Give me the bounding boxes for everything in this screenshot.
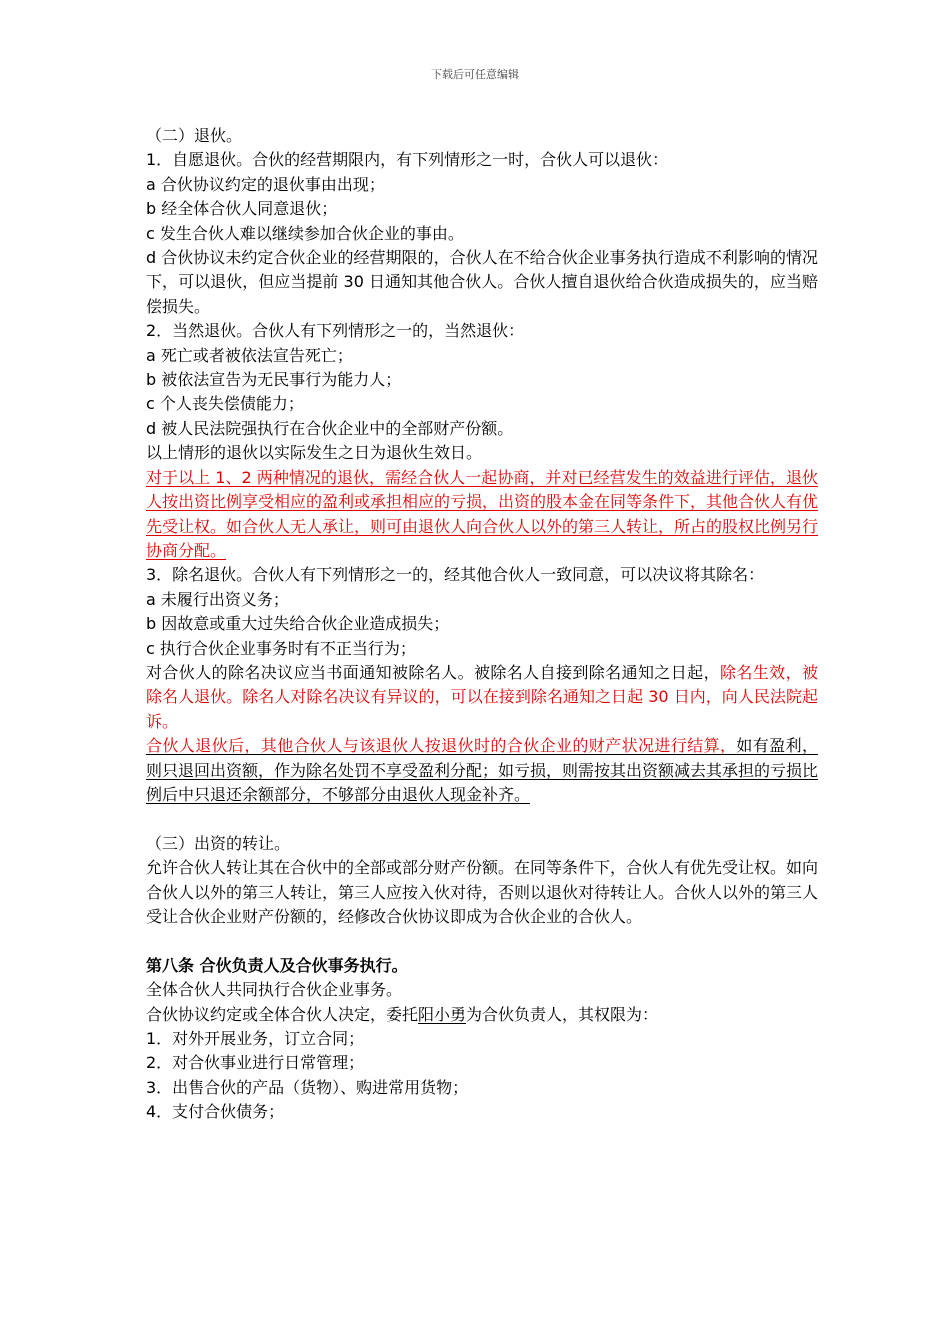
document-body xyxy=(146,124,818,1125)
expulsion-notice-paragraph xyxy=(146,661,818,734)
list-item: a 死亡或者被依法宣告死亡； xyxy=(146,345,353,365)
list-item: a 合伙协议约定的退伙事由出现； xyxy=(146,174,385,194)
article-8-line-2 xyxy=(146,1003,818,1027)
list-item: 1．对外开展业务，订立合同； xyxy=(146,1029,365,1048)
expulsion-notice-red-text: 除名生效，被除名人退伙。除名人对除名决议有异议的，可以在接到除名通知之日起 30 日内，向人民法院起诉。 xyxy=(146,662,818,731)
list-item: d 合伙协议未约定合伙企业的经营期限的，合伙人在不给合伙企业事务执行造成不利影响的情况下，可以退伙，但应当提前 30 日通知其他合伙人。合伙人擅自退伙给合伙造成损失的，应当赔偿损失。 xyxy=(146,248,818,316)
list-item: c 执行合伙企业事务时有不正当行为； xyxy=(146,638,416,658)
paragraph-gap xyxy=(146,929,818,953)
transfer-body: 允许合伙人转让其在合伙中的全部或部分财产份额。在同等条件下，合伙人有优先受让权。如向合伙人以外的第三人转让，第三人应按入伙对待，否则以退伙对待转让人。合伙人以外的第三人受让合伙企业财产份额的，经修改合伙协议即成为合伙企业的合伙人。 xyxy=(146,858,819,926)
settlement-paragraph xyxy=(146,734,818,807)
expulsion-notice-text: 对合伙人的除名决议应当书面通知被除名人。被除名人自接到除名通知之日起， xyxy=(146,662,720,682)
paragraph-gap xyxy=(146,807,818,831)
settlement-red-text: 合伙人退伙后，其他合伙人与该退伙人按退伙时的合伙企业的财产状况进行结算， xyxy=(146,736,737,756)
list-item: d 被人民法院强执行在合伙企业中的全部财产份额。 xyxy=(146,418,514,438)
expulsion-intro: 3．除名退伙。合伙人有下列情形之一的，经其他合伙人一致同意，可以决议将其除名： xyxy=(146,565,765,585)
list-item: b 经全体合伙人同意退伙； xyxy=(146,199,338,219)
list-item: b 因故意或重大过失给合伙企业造成损失； xyxy=(146,614,450,634)
list-item: b 被依法宣告为无民事行为能力人； xyxy=(146,370,402,390)
settlement-text: 如有盈利，则只退回出资额，作为除名处罚不享受盈利分配；如亏损，则需按其出资额减去其承担的亏损比例后中只退还余额部分，不够部分由退伙人现金补齐。 xyxy=(146,736,819,804)
effective-date-note: 以上情形的退伙以实际发生之日为退伙生效日。 xyxy=(146,443,483,463)
list-item: 3．出售合伙的产品（货物）、购进常用货物； xyxy=(146,1077,469,1097)
list-item: 4．支付合伙债务； xyxy=(146,1102,285,1122)
page-header: 下载后可任意编辑 xyxy=(431,68,519,81)
red-negotiation-note: 对于以上 1、2 两种情况的退伙，需经合伙人一起协商，并对已经营发生的效益进行评估，退伙人按出资比例享受相应的盈利或承担相应的亏损，出资的股本金在同等条件下，其他合伙人有优先受让权。如合伙人无人承让，则可由退伙人向合伙人以外的第三人转让，所占的股权比例另行协商分配。 xyxy=(146,467,819,560)
list-item: a 未履行出资义务； xyxy=(146,589,289,609)
article-8-line-2-post: 为合伙负责人，其权限为： xyxy=(466,1004,659,1024)
list-item: c 发生合伙人难以继续参加合伙企业的事由。 xyxy=(146,223,464,243)
list-item: c 个人丧失偿债能力； xyxy=(146,394,304,414)
voluntary-withdrawal-intro: 1．自愿退伙。合伙的经营期限内，有下列情形之一时，合伙人可以退伙： xyxy=(146,150,669,170)
article-8-line-2-pre: 合伙协议约定或全体合伙人决定，委托 xyxy=(146,1004,419,1024)
section-heading-withdrawal: （二）退伙。 xyxy=(146,126,243,145)
list-item: 2．对合伙事业进行日常管理； xyxy=(146,1053,365,1073)
section-heading-transfer: （三）出资的转让。 xyxy=(146,833,291,853)
responsible-person-name: 阳小勇 xyxy=(418,1004,467,1024)
article-8-title: 第八条 合伙负责人及合伙事务执行。 xyxy=(146,955,408,975)
article-8-line-1: 全体合伙人共同执行合伙企业事务。 xyxy=(146,980,403,1000)
automatic-withdrawal-intro: 2．当然退伙。合伙人有下列情形之一的，当然退伙： xyxy=(146,321,525,341)
